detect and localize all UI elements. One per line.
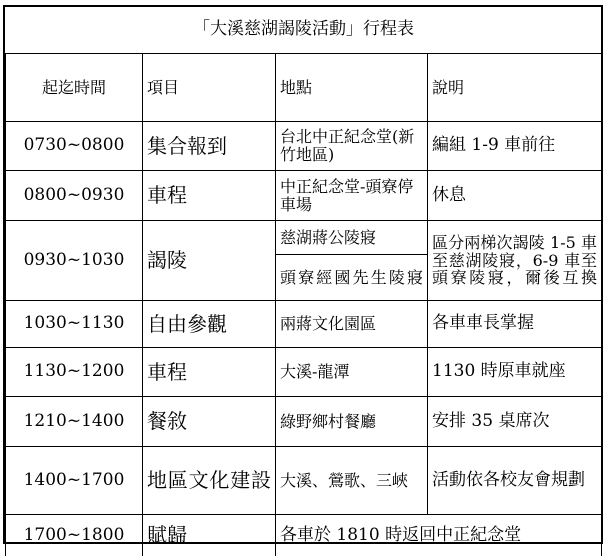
- row-note: 活動依各校友會規劃: [428, 447, 602, 515]
- row-time: 0730~0800: [6, 122, 143, 171]
- header-note: 說明: [428, 54, 602, 122]
- row-note: 編組 1-9 車前往: [428, 122, 602, 171]
- row-time: 0930~1030: [6, 221, 143, 301]
- row-item: 車程: [143, 171, 276, 221]
- row-note: 各車車長掌握: [428, 301, 602, 348]
- table-row: [6, 515, 602, 556]
- row-time: 1700~1800: [6, 515, 143, 556]
- row-note: 區分兩梯次謁陵 1-5 車至慈湖陵寢，6-9 車至頭寮陵寢，爾後互換: [428, 221, 602, 301]
- header-row: [6, 54, 602, 122]
- table-row: [6, 447, 602, 515]
- row-time: 1130~1200: [6, 348, 143, 397]
- row-note: 1130 時原車就座: [428, 348, 602, 397]
- row-time: 0800~0930: [6, 171, 143, 221]
- row-place: 大溪-龍潭: [276, 348, 428, 397]
- row-time: 1400~1700: [6, 447, 143, 515]
- row-place-a: 慈湖蔣公陵寢: [276, 221, 428, 255]
- row-note: 安排 35 桌席次: [428, 397, 602, 447]
- table-row: [6, 348, 602, 397]
- itinerary-sheet: [3, 5, 603, 548]
- table-row: [6, 301, 602, 348]
- row-item: 地區文化建設: [143, 447, 276, 515]
- itinerary-table: [5, 7, 602, 556]
- row-time: 1210~1400: [6, 397, 143, 447]
- row-item: 餐敘: [143, 397, 276, 447]
- row-place: 台北中正紀念堂(新竹地區): [276, 122, 428, 171]
- row-item: 自由參觀: [143, 301, 276, 348]
- row-item: 賦歸: [143, 515, 276, 556]
- row-place: 中正紀念堂-頭寮停車場: [276, 171, 428, 221]
- row-item: 集合報到: [143, 122, 276, 171]
- row-place: 大溪、鶯歌、三峽: [276, 447, 428, 515]
- row-place: 綠野鄉村餐廳: [276, 397, 428, 447]
- row-note: 休息: [428, 171, 602, 221]
- table-row: [6, 171, 602, 221]
- header-item: 項目: [143, 54, 276, 122]
- row-item: 車程: [143, 348, 276, 397]
- table-row: [6, 397, 602, 447]
- table-title: 「大溪慈湖謁陵活動」行程表: [6, 7, 602, 54]
- header-place: 地點: [276, 54, 428, 122]
- table-row: [6, 221, 602, 255]
- title-row: [6, 7, 602, 54]
- row-place-b: 頭寮經國先生陵寢: [276, 255, 428, 301]
- header-time: 起迄時間: [6, 54, 143, 122]
- row-item: 謁陵: [143, 221, 276, 301]
- row-place: 兩蔣文化園區: [276, 301, 428, 348]
- row-time: 1030~1130: [6, 301, 143, 348]
- table-row: [6, 122, 602, 171]
- row-place-note: 各車於 1810 時返回中正紀念堂: [276, 515, 602, 556]
